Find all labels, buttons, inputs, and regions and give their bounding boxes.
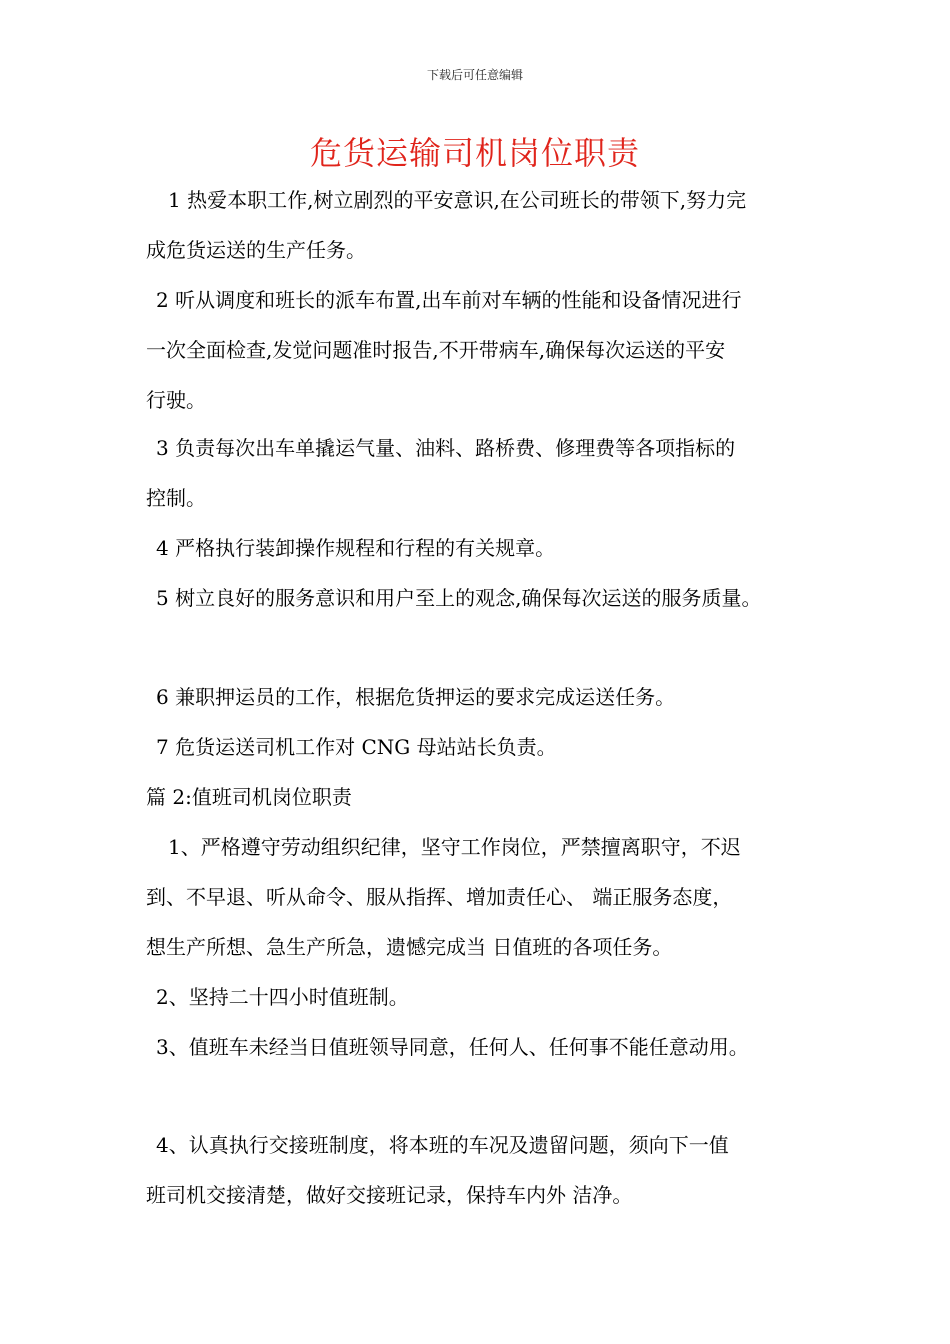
paragraph-line: 5 树立良好的服务意识和用户至上的观念,确保每次运送的服务质量。: [156, 586, 762, 610]
paragraph-line: 6 兼职押运员的工作，根据危货押运的要求完成运送任务。: [156, 685, 676, 709]
paragraph-line: 4 严格执行装卸操作规程和行程的有关规章。: [156, 536, 556, 560]
paragraph-line: 3 负责每次出车单撬运气量、油料、路桥费、修理费等各项指标的: [156, 436, 736, 460]
paragraph-line: 4、认真执行交接班制度，将本班的车况及遗留问题，须向下一值: [156, 1133, 729, 1157]
paragraph-line: 想生产所想、急生产所急，遗憾完成当 日值班的各项任务。: [146, 935, 673, 959]
paragraph-line: 7 危货运送司机工作对 CNG 母站站长负责。: [156, 735, 557, 759]
paragraph-line: 成危货运送的生产任务。: [146, 238, 366, 262]
paragraph-line: 控制。: [146, 486, 206, 510]
section-heading: 篇 2:值班司机岗位职责: [146, 785, 352, 809]
paragraph-line: 班司机交接清楚，做好交接班记录，保持车内外 洁净。: [146, 1183, 633, 1207]
page-header-note: 下载后可任意编辑: [426, 68, 523, 82]
paragraph-line: 1、严格遵守劳动组织纪律，坚守工作岗位，严禁擅离职守，不迟: [168, 835, 741, 859]
paragraph-line: 1 热爱本职工作,树立剧烈的平安意识,在公司班长的带领下,努力完: [168, 188, 747, 212]
paragraph-line: 2、坚持二十四小时值班制。: [156, 985, 409, 1009]
paragraph-line: 2 听从调度和班长的派车布置,出车前对车辆的性能和设备情况进行: [156, 288, 742, 312]
paragraph-line: 一次全面检查,发觉问题准时报告,不开带病车,确保每次运送的平安: [146, 338, 726, 362]
document-title: 危货运输司机岗位职责: [309, 134, 640, 172]
paragraph-line: 行驶。: [146, 388, 206, 412]
paragraph-line: 到、不早退、听从命令、服从指挥、增加责任心、 端正服务态度，: [146, 885, 733, 909]
paragraph-line: 3、值班车未经当日值班领导同意，任何人、任何事不能任意动用。: [156, 1035, 749, 1059]
